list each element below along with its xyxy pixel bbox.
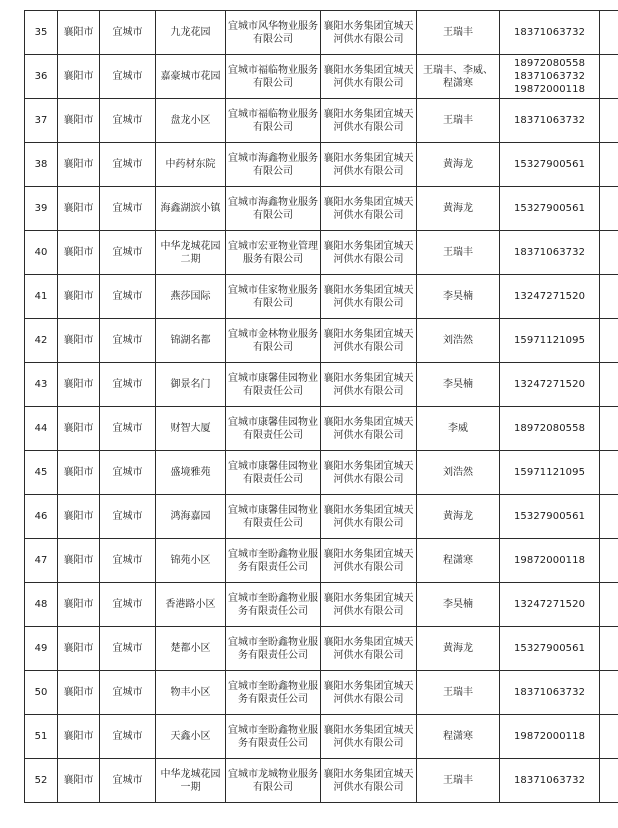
row-number-cell: 40 [25, 231, 58, 275]
county-cell: 宜城市 [100, 627, 156, 671]
blank-cell [600, 671, 618, 715]
phone-number: 18371063732 [513, 71, 586, 82]
contact-person-cell: 王瑞丰 [417, 231, 500, 275]
phone-cell [500, 583, 600, 627]
city-cell: 襄阳市 [58, 99, 100, 143]
community-name-cell: 锦苑小区 [156, 539, 226, 583]
community-name-cell: 财智大厦 [156, 407, 226, 451]
water-supplier-cell: 襄阳水务集团宜城天河供水有限公司 [321, 363, 417, 407]
community-name-cell: 天鑫小区 [156, 715, 226, 759]
contact-person-cell: 黄海龙 [417, 627, 500, 671]
table-row [25, 495, 618, 539]
water-supplier-cell: 襄阳水务集团宜城天河供水有限公司 [321, 451, 417, 495]
water-supplier-cell: 襄阳水务集团宜城天河供水有限公司 [321, 671, 417, 715]
phone-cell [500, 627, 600, 671]
water-supplier-cell: 襄阳水务集团宜城天河供水有限公司 [321, 539, 417, 583]
county-cell: 宜城市 [100, 275, 156, 319]
county-cell: 宜城市 [100, 583, 156, 627]
county-cell: 宜城市 [100, 143, 156, 187]
contact-person-cell: 李昊楠 [417, 275, 500, 319]
contact-person-cell: 程潇寒 [417, 539, 500, 583]
contact-person-cell: 李昊楠 [417, 583, 500, 627]
table-row [25, 275, 618, 319]
table-row [25, 231, 618, 275]
phone-number: 15327900561 [513, 511, 586, 522]
blank-cell [600, 363, 618, 407]
city-cell: 襄阳市 [58, 407, 100, 451]
county-cell: 宜城市 [100, 319, 156, 363]
city-cell: 襄阳市 [58, 715, 100, 759]
city-cell: 襄阳市 [58, 671, 100, 715]
table-row [25, 11, 618, 55]
county-cell: 宜城市 [100, 671, 156, 715]
community-name-cell: 物丰小区 [156, 671, 226, 715]
phone-number: 15971121095 [513, 335, 586, 346]
phone-number: 18371063732 [513, 775, 586, 786]
phone-number: 18371063732 [513, 687, 586, 698]
row-number-cell: 37 [25, 99, 58, 143]
row-number-cell: 51 [25, 715, 58, 759]
water-supplier-cell: 襄阳水务集团宜城天河供水有限公司 [321, 187, 417, 231]
contact-person-cell: 李威 [417, 407, 500, 451]
property-company-cell: 宜城市福临物业服务有限公司 [226, 99, 321, 143]
county-cell: 宜城市 [100, 495, 156, 539]
row-number-cell: 44 [25, 407, 58, 451]
city-cell: 襄阳市 [58, 363, 100, 407]
table-row [25, 363, 618, 407]
phone-number: 15327900561 [513, 159, 586, 170]
phone-cell [500, 55, 600, 99]
phone-cell [500, 319, 600, 363]
phone-number: 15327900561 [513, 643, 586, 654]
contact-person-cell: 王瑞丰、李威、程潇寒 [417, 55, 500, 99]
blank-cell [600, 319, 618, 363]
table-row [25, 55, 618, 99]
row-number-cell: 48 [25, 583, 58, 627]
county-cell: 宜城市 [100, 451, 156, 495]
water-supplier-cell: 襄阳水务集团宜城天河供水有限公司 [321, 11, 417, 55]
row-number-cell: 50 [25, 671, 58, 715]
contact-person-cell: 王瑞丰 [417, 671, 500, 715]
water-supplier-cell: 襄阳水务集团宜城天河供水有限公司 [321, 143, 417, 187]
contact-person-cell: 程潇寒 [417, 715, 500, 759]
county-cell: 宜城市 [100, 11, 156, 55]
table-body [25, 11, 618, 803]
property-company-cell: 宜城市康馨佳园物业有限责任公司 [226, 495, 321, 539]
row-number-cell: 45 [25, 451, 58, 495]
city-cell: 襄阳市 [58, 231, 100, 275]
blank-cell [600, 495, 618, 539]
phone-number: 15971121095 [513, 467, 586, 478]
blank-cell [600, 55, 618, 99]
phone-number: 18371063732 [513, 115, 586, 126]
property-company-cell: 宜城市金林物业服务有限公司 [226, 319, 321, 363]
phone-cell [500, 495, 600, 539]
row-number-cell: 43 [25, 363, 58, 407]
row-number-cell: 39 [25, 187, 58, 231]
phone-number: 18371063732 [513, 247, 586, 258]
contact-person-cell: 王瑞丰 [417, 99, 500, 143]
row-number-cell: 47 [25, 539, 58, 583]
property-company-cell: 宜城市奎盼鑫物业服务有限责任公司 [226, 583, 321, 627]
community-name-cell: 燕莎国际 [156, 275, 226, 319]
table-row [25, 627, 618, 671]
property-company-cell: 宜城市海鑫物业服务有限公司 [226, 187, 321, 231]
row-number-cell: 38 [25, 143, 58, 187]
water-supplier-cell: 襄阳水务集团宜城天河供水有限公司 [321, 759, 417, 803]
water-supplier-cell: 襄阳水务集团宜城天河供水有限公司 [321, 275, 417, 319]
contact-person-cell: 王瑞丰 [417, 11, 500, 55]
phone-cell [500, 187, 600, 231]
row-number-cell: 49 [25, 627, 58, 671]
table-row [25, 671, 618, 715]
phone-number: 15327900561 [513, 203, 586, 214]
community-name-cell: 锦湖名都 [156, 319, 226, 363]
water-supplier-cell: 襄阳水务集团宜城天河供水有限公司 [321, 583, 417, 627]
water-supplier-cell: 襄阳水务集团宜城天河供水有限公司 [321, 55, 417, 99]
phone-cell [500, 671, 600, 715]
city-cell: 襄阳市 [58, 55, 100, 99]
phone-cell [500, 231, 600, 275]
community-contact-table [24, 10, 618, 803]
water-supplier-cell: 襄阳水务集团宜城天河供水有限公司 [321, 231, 417, 275]
community-name-cell: 御景名门 [156, 363, 226, 407]
community-name-cell: 盛境雅苑 [156, 451, 226, 495]
water-supplier-cell: 襄阳水务集团宜城天河供水有限公司 [321, 715, 417, 759]
property-company-cell: 宜城市奎盼鑫物业服务有限责任公司 [226, 715, 321, 759]
table-row [25, 583, 618, 627]
blank-cell [600, 143, 618, 187]
community-name-cell: 中药材东院 [156, 143, 226, 187]
row-number-cell: 36 [25, 55, 58, 99]
row-number-cell: 52 [25, 759, 58, 803]
water-supplier-cell: 襄阳水务集团宜城天河供水有限公司 [321, 319, 417, 363]
county-cell: 宜城市 [100, 99, 156, 143]
phone-number: 19872000118 [513, 731, 586, 742]
community-name-cell: 中华龙城花园一期 [156, 759, 226, 803]
city-cell: 襄阳市 [58, 539, 100, 583]
water-supplier-cell: 襄阳水务集团宜城天河供水有限公司 [321, 495, 417, 539]
community-name-cell: 嘉豪城市花园 [156, 55, 226, 99]
table-row [25, 99, 618, 143]
phone-cell [500, 11, 600, 55]
property-company-cell: 宜城市风华物业服务有限公司 [226, 11, 321, 55]
community-name-cell: 香港路小区 [156, 583, 226, 627]
blank-cell [600, 11, 618, 55]
community-name-cell: 盘龙小区 [156, 99, 226, 143]
county-cell: 宜城市 [100, 539, 156, 583]
water-supplier-cell: 襄阳水务集团宜城天河供水有限公司 [321, 99, 417, 143]
property-company-cell: 宜城市康馨佳园物业有限责任公司 [226, 407, 321, 451]
table-row [25, 759, 618, 803]
county-cell: 宜城市 [100, 231, 156, 275]
phone-cell [500, 451, 600, 495]
blank-cell [600, 187, 618, 231]
property-company-cell: 宜城市宏亚物业管理服务有限公司 [226, 231, 321, 275]
property-company-cell: 宜城市奎盼鑫物业服务有限责任公司 [226, 539, 321, 583]
city-cell: 襄阳市 [58, 495, 100, 539]
city-cell: 襄阳市 [58, 759, 100, 803]
table-row [25, 715, 618, 759]
county-cell: 宜城市 [100, 759, 156, 803]
table-row [25, 143, 618, 187]
phone-number: 13247271520 [513, 379, 586, 390]
county-cell: 宜城市 [100, 715, 156, 759]
property-company-cell: 宜城市海鑫物业服务有限公司 [226, 143, 321, 187]
property-company-cell: 宜城市佳家物业服务有限公司 [226, 275, 321, 319]
blank-cell [600, 275, 618, 319]
blank-cell [600, 231, 618, 275]
contact-person-cell: 黄海龙 [417, 187, 500, 231]
community-name-cell: 鸿海嘉园 [156, 495, 226, 539]
property-company-cell: 宜城市康馨佳园物业有限责任公司 [226, 363, 321, 407]
city-cell: 襄阳市 [58, 319, 100, 363]
community-name-cell: 九龙花园 [156, 11, 226, 55]
contact-person-cell: 黄海龙 [417, 143, 500, 187]
property-company-cell: 宜城市福临物业服务有限公司 [226, 55, 321, 99]
contact-person-cell: 刘浩然 [417, 451, 500, 495]
community-name-cell: 中华龙城花园二期 [156, 231, 226, 275]
blank-cell [600, 539, 618, 583]
blank-cell [600, 583, 618, 627]
table-row [25, 187, 618, 231]
phone-cell [500, 715, 600, 759]
phone-cell [500, 363, 600, 407]
county-cell: 宜城市 [100, 407, 156, 451]
row-number-cell: 46 [25, 495, 58, 539]
community-name-cell: 海鑫湖滨小镇 [156, 187, 226, 231]
phone-number: 13247271520 [513, 599, 586, 610]
phone-cell [500, 143, 600, 187]
phone-number: 18972080558 [513, 58, 586, 69]
city-cell: 襄阳市 [58, 11, 100, 55]
city-cell: 襄阳市 [58, 627, 100, 671]
city-cell: 襄阳市 [58, 451, 100, 495]
phone-cell [500, 539, 600, 583]
city-cell: 襄阳市 [58, 275, 100, 319]
phone-cell [500, 99, 600, 143]
blank-cell [600, 759, 618, 803]
phone-number: 19872000118 [513, 555, 586, 566]
phone-number: 13247271520 [513, 291, 586, 302]
contact-person-cell: 黄海龙 [417, 495, 500, 539]
contact-person-cell: 刘浩然 [417, 319, 500, 363]
phone-cell [500, 275, 600, 319]
blank-cell [600, 99, 618, 143]
phone-number: 19872000118 [513, 84, 586, 95]
property-company-cell: 宜城市奎盼鑫物业服务有限责任公司 [226, 627, 321, 671]
blank-cell [600, 715, 618, 759]
phone-number: 18371063732 [513, 27, 586, 38]
table-row [25, 539, 618, 583]
property-company-cell: 宜城市龙城物业服务有限公司 [226, 759, 321, 803]
water-supplier-cell: 襄阳水务集团宜城天河供水有限公司 [321, 407, 417, 451]
blank-cell [600, 627, 618, 671]
city-cell: 襄阳市 [58, 187, 100, 231]
blank-cell [600, 451, 618, 495]
contact-person-cell: 李昊楠 [417, 363, 500, 407]
county-cell: 宜城市 [100, 55, 156, 99]
community-name-cell: 楚都小区 [156, 627, 226, 671]
phone-number: 18972080558 [513, 423, 586, 434]
property-company-cell: 宜城市奎盼鑫物业服务有限责任公司 [226, 671, 321, 715]
row-number-cell: 41 [25, 275, 58, 319]
table-row [25, 451, 618, 495]
property-company-cell: 宜城市康馨佳园物业有限责任公司 [226, 451, 321, 495]
city-cell: 襄阳市 [58, 143, 100, 187]
phone-cell [500, 407, 600, 451]
phone-cell [500, 759, 600, 803]
county-cell: 宜城市 [100, 187, 156, 231]
row-number-cell: 35 [25, 11, 58, 55]
city-cell: 襄阳市 [58, 583, 100, 627]
county-cell: 宜城市 [100, 363, 156, 407]
table-row [25, 319, 618, 363]
water-supplier-cell: 襄阳水务集团宜城天河供水有限公司 [321, 627, 417, 671]
contact-person-cell: 王瑞丰 [417, 759, 500, 803]
row-number-cell: 42 [25, 319, 58, 363]
table-row [25, 407, 618, 451]
blank-cell [600, 407, 618, 451]
